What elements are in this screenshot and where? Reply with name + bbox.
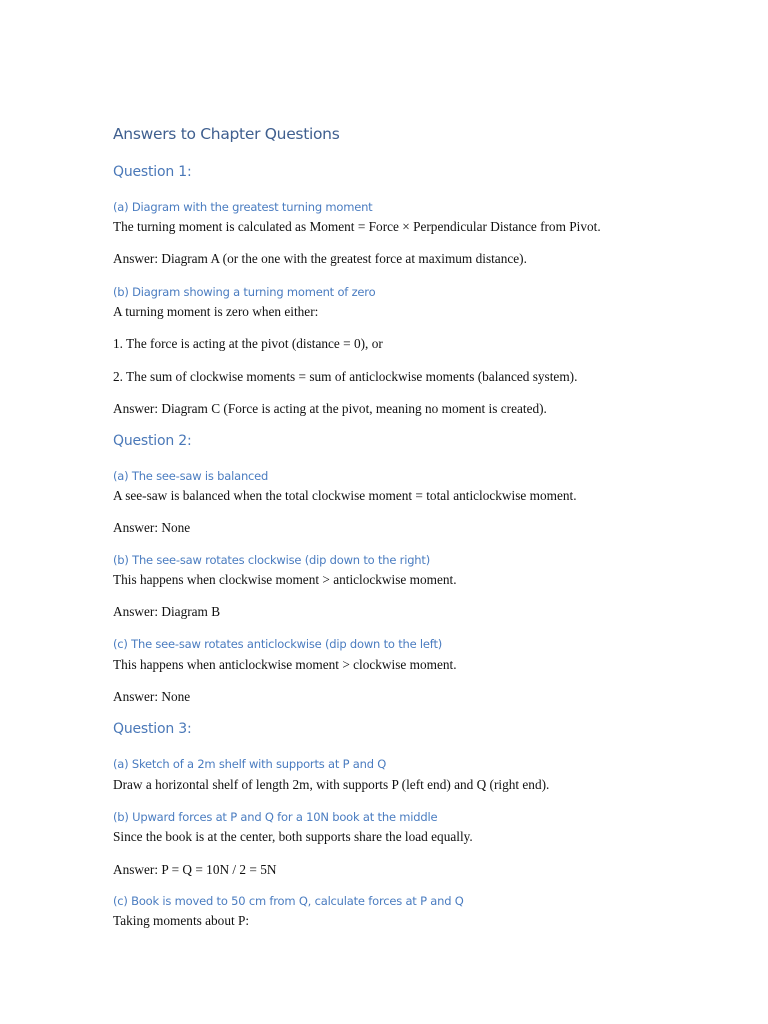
q3-c-paragraph-1: Taking moments about P: [113,913,250,928]
q2-c-paragraph-2: Answer: None [113,689,191,704]
q1-b-subheading: (b) Diagram showing a turning moment of zero [113,285,376,299]
q1-b-paragraph-4: Answer: Diagram C (Force is acting at the pivot, meaning no moment is created). [113,401,547,416]
q1-b-paragraph-2: 1. The force is acting at the pivot (distance = 0), or [113,336,383,351]
q2-a-paragraph-1: A see-saw is balanced when the total clockwise moment = total anticlockwise moment. [113,488,577,503]
q1-a-subheading: (a) Diagram with the greatest turning moment [113,200,373,214]
q3-c-subheading: (c) Book is moved to 50 cm from Q, calculate forces at P and Q [113,894,464,908]
q3-b-paragraph-2: Answer: P = Q = 10N / 2 = 5N [113,862,277,877]
q2-b-paragraph-2: Answer: Diagram B [113,604,221,619]
question-2-heading: Question 2: [113,433,192,449]
q2-c-subheading: (c) The see-saw rotates anticlockwise (dip down to the left) [113,637,443,651]
q3-b-subheading: (b) Upward forces at P and Q for a 10N book at the middle [113,810,438,824]
q1-b-paragraph-1: A turning moment is zero when either: [113,304,319,319]
question-1-heading: Question 1: [113,164,192,180]
question-3-heading: Question 3: [113,721,192,737]
q3-a-paragraph-1: Draw a horizontal shelf of length 2m, with supports P (left end) and Q (right end). [113,777,550,792]
q3-b-paragraph-1: Since the book is at the center, both supports share the load equally. [113,829,473,844]
q2-a-subheading: (a) The see-saw is balanced [113,469,269,483]
q2-a-paragraph-2: Answer: None [113,520,191,535]
document-title: Answers to Chapter Questions [113,125,340,143]
q1-a-paragraph-2: Answer: Diagram A (or the one with the greatest force at maximum distance). [113,251,527,266]
q1-a-paragraph-1: The turning moment is calculated as Moment = Force × Perpendicular Distance from Pivot. [113,219,601,234]
q2-b-paragraph-1: This happens when clockwise moment > anticlockwise moment. [113,572,457,587]
q1-b-paragraph-3: 2. The sum of clockwise moments = sum of anticlockwise moments (balanced system). [113,369,578,384]
q2-c-paragraph-1: This happens when anticlockwise moment > clockwise moment. [113,657,457,672]
q3-a-subheading: (a) Sketch of a 2m shelf with supports at P and Q [113,757,387,771]
q2-b-subheading: (b) The see-saw rotates clockwise (dip down to the right) [113,553,430,567]
